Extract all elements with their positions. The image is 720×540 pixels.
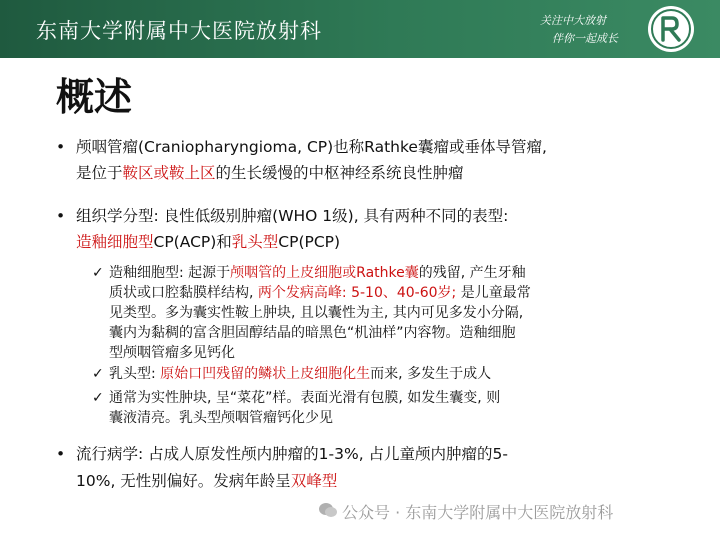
- sub-line: 通常为实性肿块, 呈“菜花”样。表面光滑有包膜, 如发生囊变, 则: [109, 390, 501, 406]
- slide-heading: 概述: [56, 75, 133, 119]
- bullet-line: 造釉细胞型CP(ACP)和乳头型CP(PCP): [76, 233, 341, 251]
- check-icon: ✓: [92, 265, 104, 281]
- header-banner: [0, 0, 720, 58]
- bullet-dot-icon: •: [56, 138, 66, 156]
- bullet-dot-icon: •: [56, 207, 66, 225]
- bullet-line: 组织学分型: 良性低级别肿瘤(WHO 1级), 具有两种不同的表型:: [76, 207, 509, 225]
- sub-line: 见类型。多为囊实性鞍上肿块, 且以囊性为主, 其内可见多发小分隔,: [109, 305, 524, 321]
- bullet-dot-icon: •: [56, 445, 66, 463]
- check-icon: ✓: [92, 366, 104, 382]
- sub-line: 乳头型: 原始口凹残留的鳞状上皮细胞化生而来, 多发生于成人: [109, 366, 492, 382]
- hospital-logo-icon: [646, 4, 696, 54]
- bullet-line: 颅咽管瘤(Craniopharyngioma, CP)也称Rathke囊瘤或垂体导管瘤,: [76, 138, 547, 156]
- check-icon: ✓: [92, 390, 104, 406]
- watermark-text: 公众号 · 东南大学附属中大医院放射科: [342, 503, 614, 522]
- bullet-line: 是位于鞍区或鞍上区的生长缓慢的中枢神经系统良性肿瘤: [76, 164, 464, 182]
- sub-line: 造釉细胞型: 起源于颅咽管的上皮细胞或Rathke囊的残留, 产生牙釉: [109, 265, 526, 281]
- sub-line: 质状或口腔黏膜样结构, 两个发病高峰: 5-10、40-60岁; 是儿童最常: [109, 285, 531, 301]
- sub-line: 型颅咽管瘤多见钙化: [109, 345, 235, 361]
- sub-line: 囊内为黏稠的富含胆固醇结晶的暗黑色“机油样”内容物。造釉细胞: [109, 325, 516, 341]
- bullet-line: 流行病学: 占成人原发性颅内肿瘤的1-3%, 占儿童颅内肿瘤的5-: [76, 445, 509, 463]
- wechat-icon: [318, 502, 338, 518]
- sub-line: 囊液清亮。乳头型颅咽管瘤钙化少见: [109, 410, 333, 426]
- slogan-line-1: 关注中大放射: [540, 14, 606, 27]
- slogan-line-2: 伴你一起成长: [552, 32, 618, 45]
- bullet-line: 10%, 无性别偏好。发病年龄呈双峰型: [76, 472, 338, 490]
- header-title: 东南大学附属中大医院放射科: [36, 19, 322, 43]
